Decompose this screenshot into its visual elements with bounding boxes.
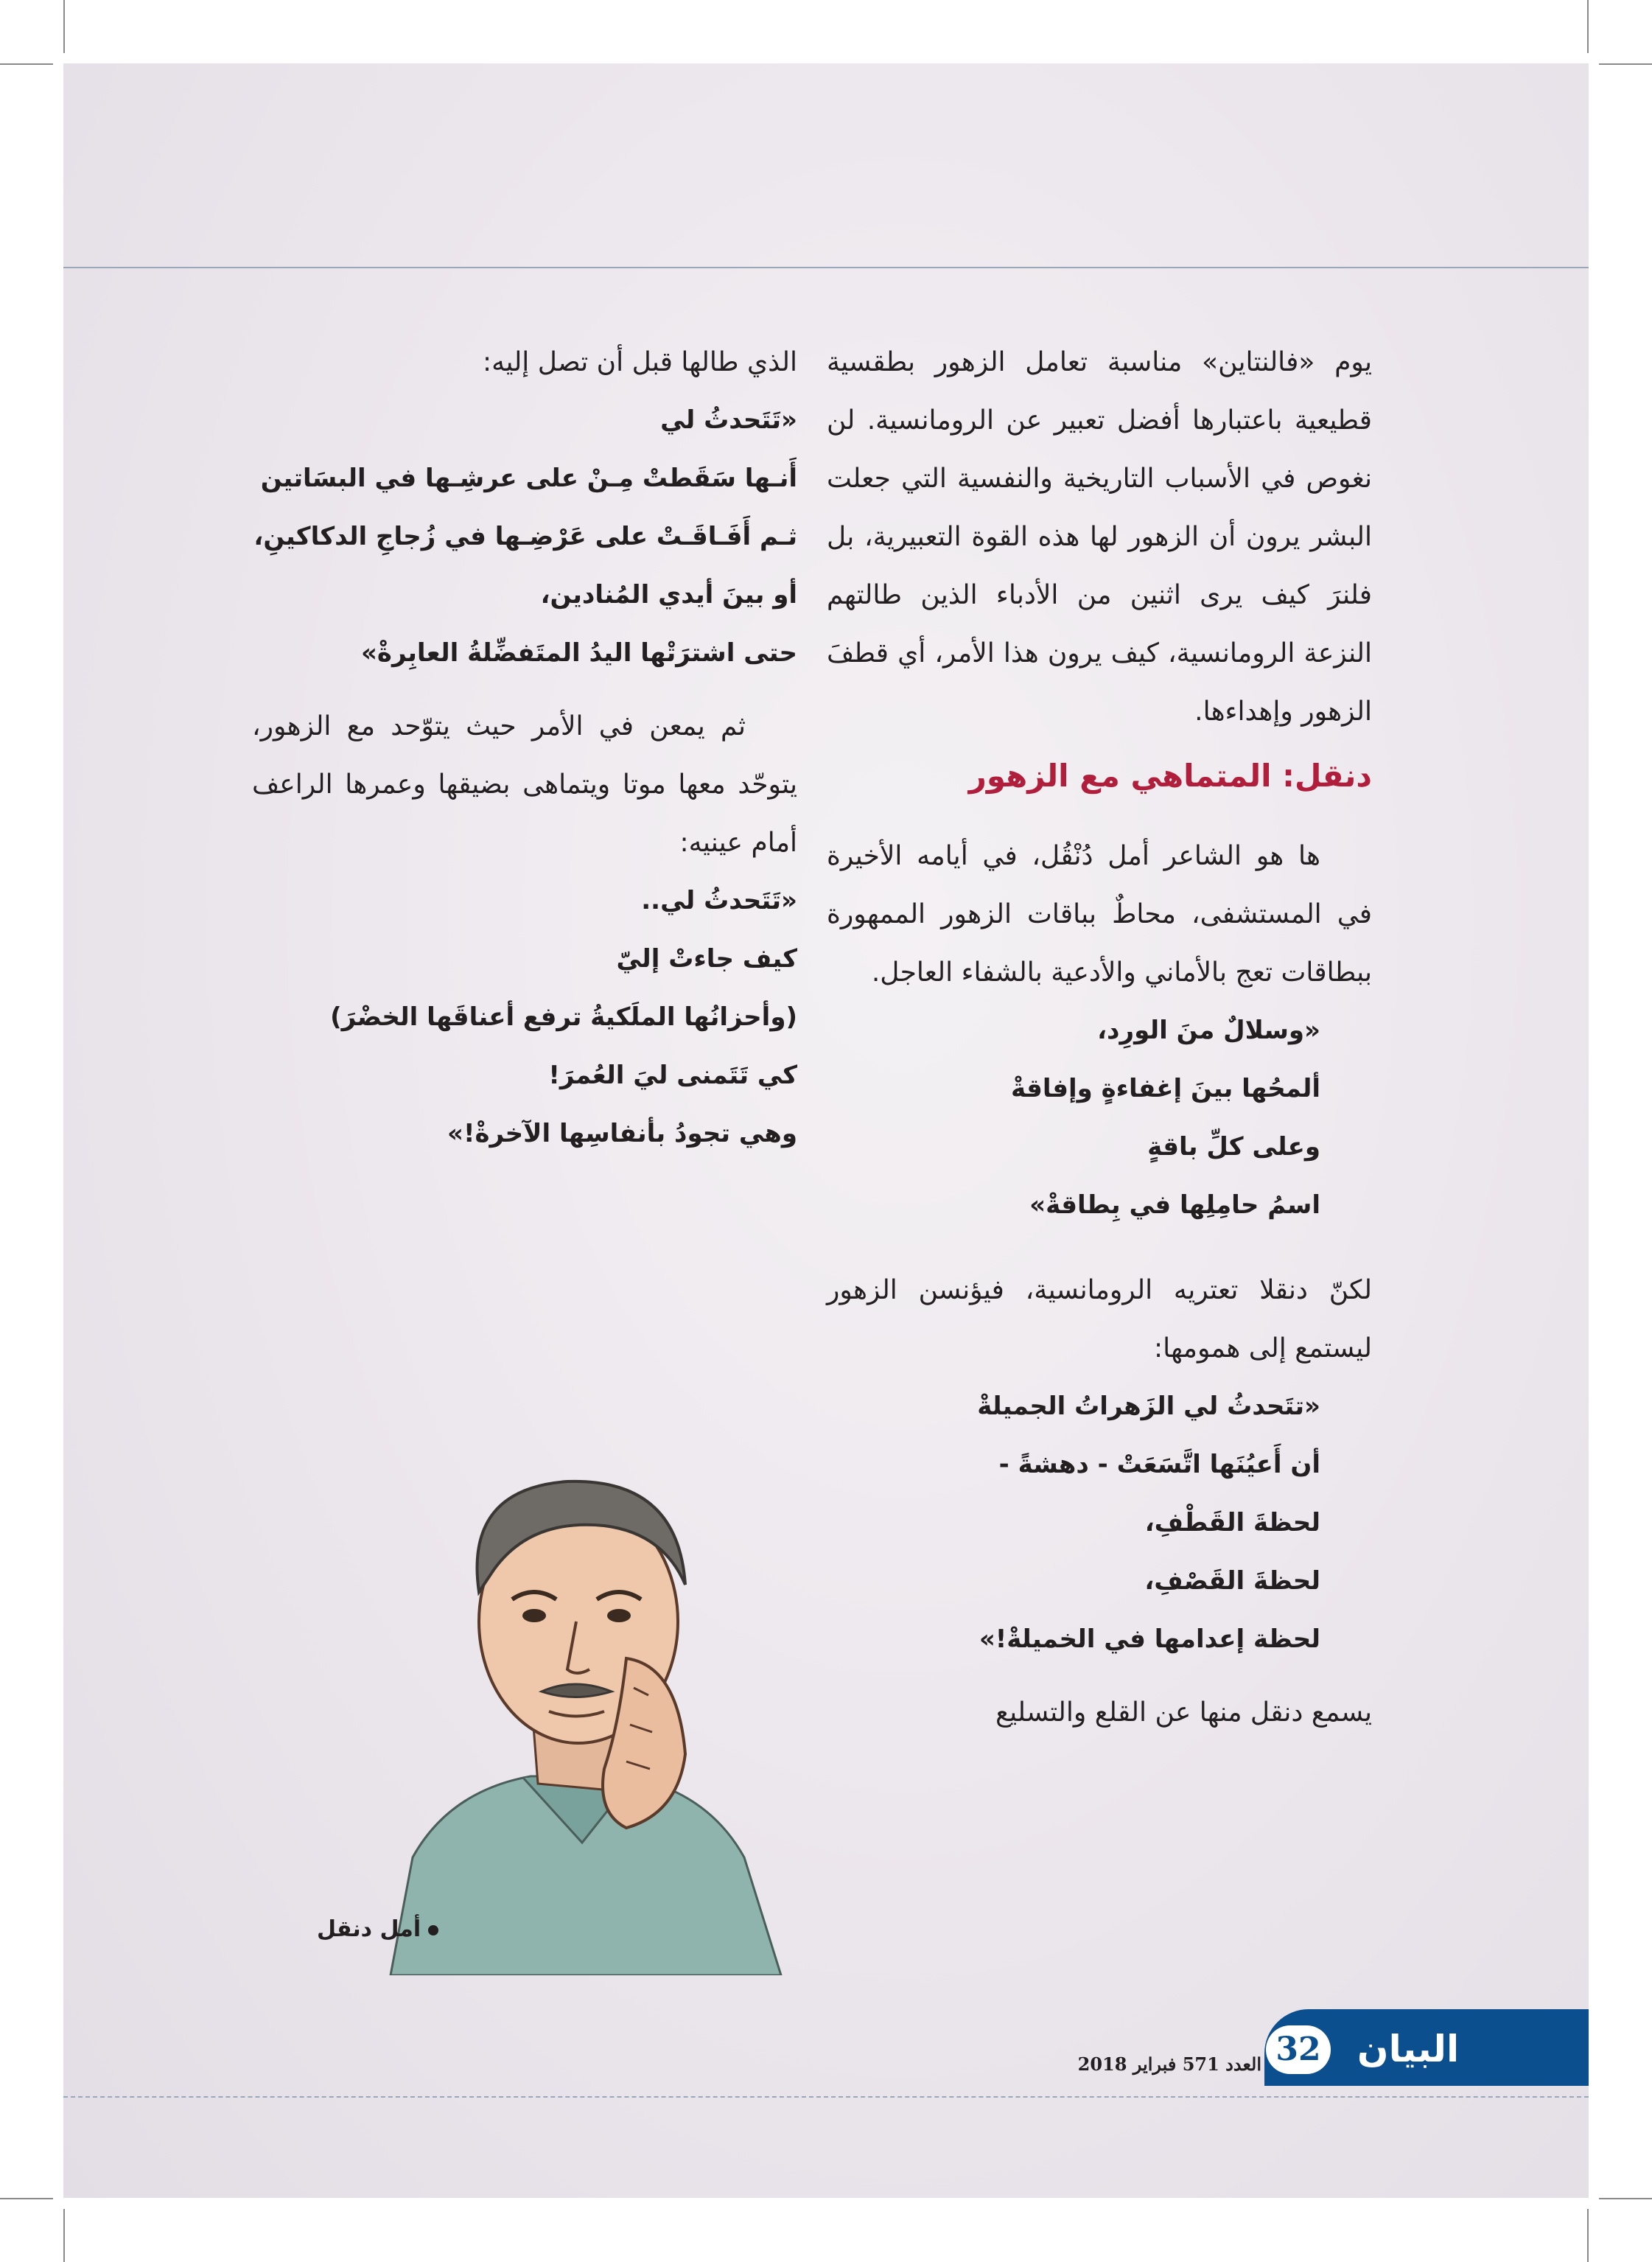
left-column: [252, 333, 797, 1163]
paragraph: الذي طالها قبل أن تصل إليه:: [483, 347, 797, 377]
poem-line: كيف جاءتْ إليّ: [616, 944, 797, 974]
paragraph: يسمع دنقل منها عن القلع والتسليع: [995, 1697, 1372, 1728]
crop-mark: [1599, 63, 1652, 65]
poem-line: ثـم أَفَـاقَـتْ على عَرْضِـها في زُجاجِ الدكاكينِ، أو بينَ أيدي المُنادين،: [253, 522, 797, 610]
section-heading: دنقل: المتماهي مع الزهور: [968, 758, 1372, 794]
paragraph: ثم يمعن في الأمر حيث يتوّحد مع الزهور، يتوحّد معها موتا ويتماهى بضيقها وعمرها الراعف أمام عينيه:: [252, 711, 797, 858]
photo-caption: [317, 1916, 438, 1942]
right-column: [827, 333, 1372, 1742]
poem-line: أَنـها سَقَطتْ مِـنْ على عرشِـها في البسَاتين: [260, 464, 797, 493]
top-rule: [63, 267, 1589, 268]
portrait-sketch-icon: [383, 1445, 796, 1975]
poem-line: لحظةَ القَصْفِ،: [1144, 1566, 1320, 1596]
crop-mark: [0, 2198, 53, 2199]
poem-line: (وأحزانُها الملَكيةُ ترفع أعناقَها الخضْرَ): [330, 1002, 797, 1032]
crop-mark: [63, 0, 65, 53]
poem-line: «وسلالٌ منَ الورِد،: [1097, 1016, 1320, 1045]
poem-line: أن أَعيُنَها اتَّسَعَتْ - دهشةً -: [998, 1450, 1320, 1479]
crop-mark: [0, 63, 53, 65]
poem-line: حتى اشترَتْها اليدُ المتَفضِّلةُ العابِرةْ»: [360, 638, 797, 668]
caption-text: أمل دنقل: [317, 1916, 421, 1942]
paragraph: ها هو الشاعر أمل دُنْقُل، في أيامه الأخيرة في المستشفى، محاطٌ بباقات الزهور الممهورة ببطاقات تعج بالأماني والأدعية بالشفاء العاجل.: [827, 841, 1372, 988]
poem-line: كي تَتَمنى ليَ العُمرَ!: [548, 1061, 797, 1090]
page-number: 32: [1266, 2025, 1331, 2074]
poem-line: لحظة إعدامها في الخميلةْ!»: [979, 1624, 1320, 1654]
bottom-rule: [63, 2096, 1589, 2098]
bullet-dot-icon: [428, 1925, 438, 1935]
paragraph: لكنّ دنقلا تعتريه الرومانسية، فيؤنسن الزهور ليستمع إلى همومها:: [827, 1275, 1372, 1364]
poem-excerpt: [827, 1378, 1372, 1669]
poem-line: «تَتَحدثُ لي..: [641, 886, 797, 915]
crop-mark: [1587, 2209, 1589, 2262]
magazine-logo: البيان: [1357, 2028, 1460, 2070]
crop-mark: [1599, 2198, 1652, 2199]
poem-line: وهي تجودُ بأنفاسِها الآخرةْ!»: [447, 1119, 797, 1148]
poem-line: وعلى كلِّ باقةٍ: [1147, 1132, 1320, 1162]
poem-excerpt: [827, 1002, 1372, 1235]
poem-line: «تَتَحدثُ لي: [660, 405, 797, 435]
crop-mark: [1587, 0, 1589, 53]
crop-mark: [63, 2209, 65, 2262]
paragraph: يوم «فالنتاين» مناسبة تعامل الزهور بطقسية قطيعية باعتبارها أفضل تعبير عن الرومانسية. لن نغوص في الأسباب التاريخية والنفسية التي جعلت البشر يرون أن الزهور لها هذه القوة التعبيرية، بل فلنرَ كيف يرى اثنين من الأدباء الذين طالتهم النزعة الرومانسية، كيف يرون هذا الأمر، أي قطفَ الزهور وإهداءها.: [827, 347, 1372, 727]
issue-info: العدد 571 فبراير 2018: [1077, 2053, 1261, 2075]
poem-line: اسمُ حامِلِها في بِطاقةْ»: [1029, 1190, 1320, 1220]
poem-line: «تتَحدثُ لي الزَهراتُ الجميلةْ: [977, 1392, 1320, 1421]
poem-line: لحظةَ القَطْفِ،: [1144, 1508, 1320, 1537]
poem-line: ألمحُها بينَ إغفاءةٍ وإفاقةْ: [1011, 1074, 1320, 1103]
